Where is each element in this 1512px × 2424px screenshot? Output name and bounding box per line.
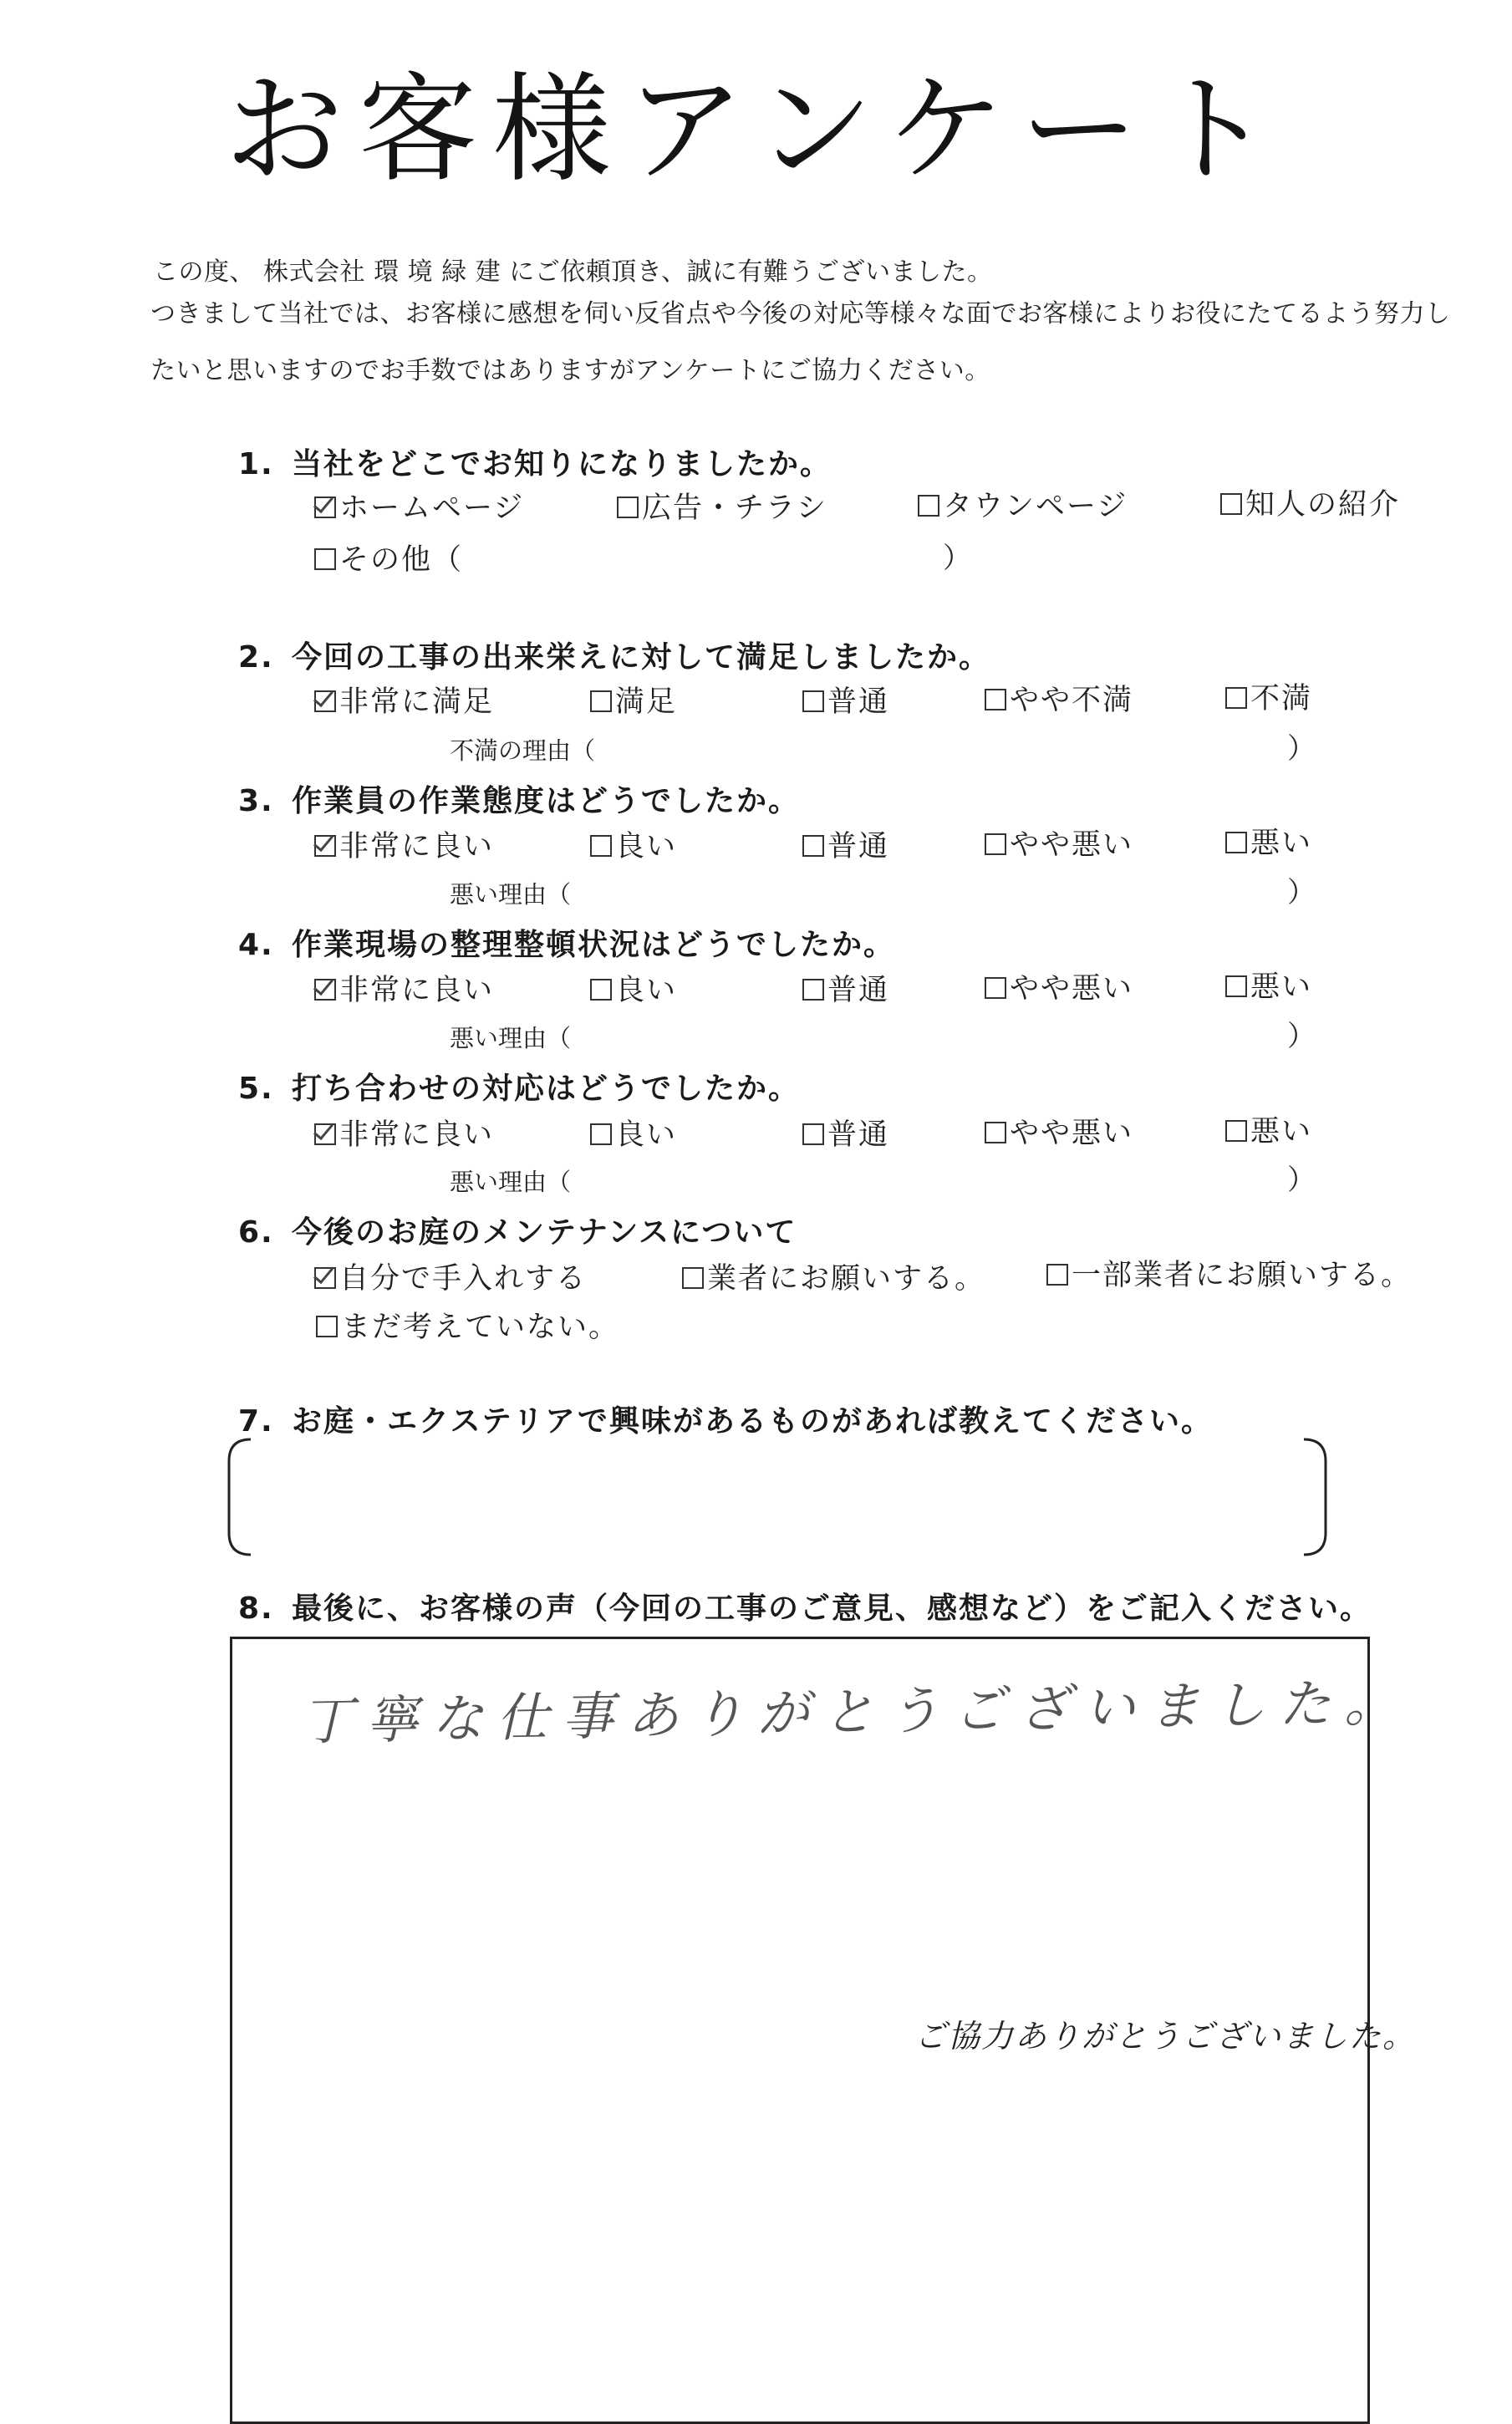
q1-other-close: ） (943, 542, 971, 575)
checkbox[interactable] (985, 689, 1006, 710)
left-bracket (229, 1439, 251, 1555)
q5-option-bad[interactable]: 悪い (1225, 1108, 1312, 1150)
q4-reason-close: ） (1287, 1020, 1316, 1053)
checkbox[interactable] (985, 833, 1006, 855)
checkbox[interactable] (590, 1123, 612, 1145)
checkbox-checked[interactable] (314, 690, 336, 712)
checkbox-checked[interactable] (314, 1123, 336, 1145)
checkbox[interactable] (1046, 1264, 1068, 1286)
q3-reason-label: 悪い理由（ (450, 880, 572, 909)
question-text: 当社をどこでお知りになりましたか。 (292, 447, 832, 481)
question-2 (238, 634, 990, 676)
question-text: 最後に、お客様の声（今回の工事のご意見、感想など）をご記入ください。 (292, 1591, 1372, 1626)
question-text: 今後のお庭のメンテナンスについて (292, 1215, 797, 1250)
q4-option-good[interactable]: 良い (590, 967, 677, 1009)
question-text: 打ち合わせの対応はどうでしたか。 (292, 1072, 801, 1106)
q4-option-bad[interactable]: 悪い (1225, 964, 1312, 1006)
intro-line-1: この度、 株式会社 環 境 緑 建 にご依頼頂き、誠に有難うございました。 (153, 257, 993, 287)
checkbox[interactable] (590, 690, 612, 712)
question-8 (238, 1585, 1372, 1627)
q4-option-slightly-bad[interactable]: やや悪い (985, 965, 1133, 1007)
checkbox[interactable] (590, 979, 612, 1001)
question-number: 1. (238, 447, 274, 481)
q4-option-normal[interactable]: 普通 (802, 967, 889, 1009)
question-number: 2. (238, 640, 274, 675)
question-5 (238, 1065, 800, 1108)
page-title: お客様アンケート (224, 61, 1288, 199)
q7-answer-brackets[interactable] (226, 1436, 1329, 1561)
question-3 (238, 777, 800, 820)
q5-option-normal[interactable]: 普通 (802, 1112, 889, 1153)
q2-option-normal[interactable]: 普通 (802, 679, 889, 721)
checkbox[interactable] (1225, 687, 1247, 709)
question-text: お庭・エクステリアで興味があるものがあれば教えてください。 (292, 1404, 1214, 1439)
question-1 (238, 440, 832, 483)
checkbox[interactable] (985, 977, 1006, 999)
q5-reason-close: ） (1287, 1164, 1316, 1197)
q6-option-undecided[interactable]: まだ考えていない。 (316, 1304, 619, 1346)
q1-option-referral[interactable]: 知人の紹介 (1220, 481, 1400, 523)
q3-option-good[interactable]: 良い (590, 823, 677, 865)
q5-reason-label: 悪い理由（ (450, 1168, 572, 1196)
q4-reason-label: 悪い理由（ (450, 1024, 572, 1052)
question-4 (238, 921, 895, 964)
q5-option-slightly-bad[interactable]: やや悪い (985, 1110, 1133, 1152)
q2-option-satisfied[interactable]: 満足 (590, 679, 677, 721)
question-text: 作業現場の整理整頓状況はどうでしたか。 (292, 928, 896, 962)
intro-line-3: たいと思いますのでお手数ではありますがアンケートにご協力ください。 (150, 356, 990, 385)
checkbox[interactable] (1225, 1120, 1247, 1142)
checkbox[interactable] (682, 1267, 704, 1289)
q1-option-flyer[interactable]: 広告・チラシ (617, 485, 827, 527)
checkbox[interactable] (590, 835, 612, 857)
q4-option-very-good[interactable]: 非常に良い (314, 967, 494, 1009)
question-number: 3. (238, 784, 274, 818)
checkbox-checked[interactable] (314, 835, 336, 857)
right-bracket (1304, 1439, 1326, 1555)
checkbox[interactable] (314, 548, 336, 570)
checkbox[interactable] (802, 1123, 824, 1145)
question-text: 作業員の作業態度はどうでしたか。 (292, 784, 801, 818)
question-7 (238, 1398, 1213, 1440)
question-text: 今回の工事の出来栄えに対して満足しましたか。 (292, 640, 991, 675)
checkbox[interactable] (918, 495, 939, 517)
q3-option-very-good[interactable]: 非常に良い (314, 823, 494, 865)
q6-option-self[interactable]: 自分で手入れする (314, 1255, 587, 1297)
q5-option-good[interactable]: 良い (590, 1112, 677, 1153)
q5-option-very-good[interactable]: 非常に良い (314, 1112, 494, 1153)
checkbox[interactable] (802, 835, 824, 857)
q2-reason-close: ） (1287, 732, 1316, 766)
checkbox[interactable] (1220, 493, 1242, 515)
checkbox[interactable] (802, 690, 824, 712)
question-number: 6. (238, 1215, 274, 1250)
q8-handwritten-answer: 丁寧な仕事ありがとうございました。 (300, 1671, 1410, 1752)
q2-reason-label: 不満の理由（ (450, 736, 596, 765)
q1-option-other[interactable]: その他（ (314, 537, 463, 578)
question-number: 7. (238, 1404, 274, 1439)
q2-option-slightly-dissatisfied[interactable]: やや不満 (985, 677, 1133, 719)
q2-option-dissatisfied[interactable]: 不満 (1225, 675, 1312, 717)
checkbox[interactable] (802, 979, 824, 1001)
intro-line-2: つきまして当社では、お客様に感想を伺い反省点や今後の対応等様々な面でお客様によりお役にたてるよう努力し (150, 299, 1451, 328)
q3-option-normal[interactable]: 普通 (802, 823, 889, 865)
checkbox-checked[interactable] (314, 1267, 336, 1289)
q1-option-townpage[interactable]: タウンページ (918, 483, 1128, 525)
question-number: 5. (238, 1072, 274, 1106)
q3-reason-close: ） (1287, 876, 1316, 909)
q6-option-partial-contractor[interactable]: 一部業者にお願いする。 (1046, 1252, 1412, 1294)
checkbox[interactable] (985, 1122, 1006, 1143)
footer-thanks: ご協力ありがとうございました。 (914, 2018, 1416, 2055)
q3-option-slightly-bad[interactable]: やや悪い (985, 822, 1133, 863)
q6-option-contractor[interactable]: 業者にお願いする。 (682, 1255, 985, 1297)
question-6 (238, 1209, 797, 1251)
q3-option-bad[interactable]: 悪い (1225, 820, 1312, 862)
q2-option-very-satisfied[interactable]: 非常に満足 (314, 679, 494, 721)
checkbox-checked[interactable] (314, 497, 336, 518)
checkbox[interactable] (1225, 832, 1247, 853)
q1-option-homepage[interactable]: ホームページ (314, 485, 524, 527)
checkbox[interactable] (1225, 975, 1247, 997)
question-number: 8. (238, 1591, 274, 1626)
checkbox[interactable] (617, 497, 639, 518)
question-number: 4. (238, 928, 274, 962)
checkbox[interactable] (316, 1316, 338, 1337)
checkbox-checked[interactable] (314, 979, 336, 1001)
